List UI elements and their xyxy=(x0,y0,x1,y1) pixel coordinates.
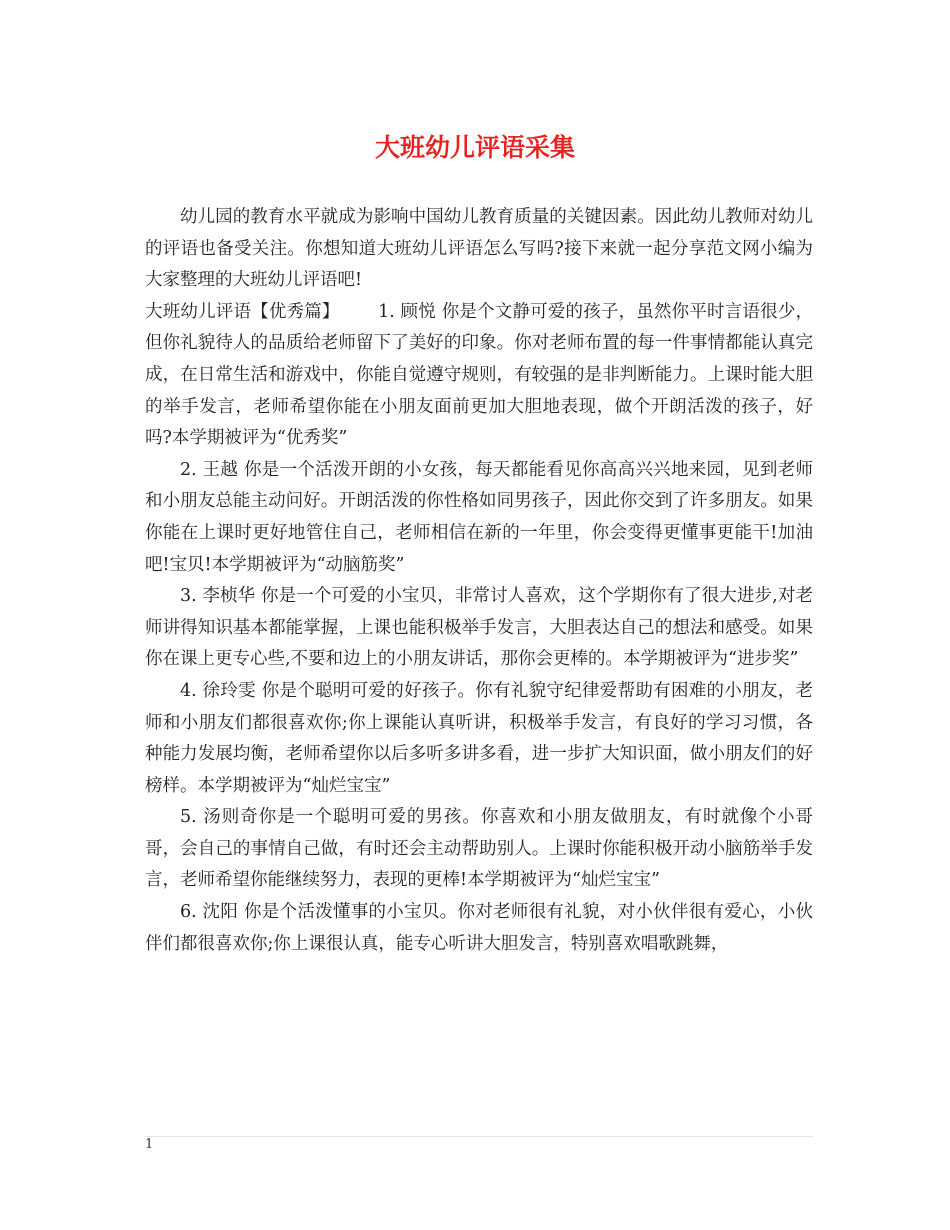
document-body xyxy=(145,202,813,960)
section-paragraph xyxy=(145,297,813,455)
document-title: 大班幼儿评语采集 xyxy=(374,133,575,162)
comment-item-3: 3. 李桢华 你是一个可爱的小宝贝，非常讨人喜欢，这个学期你有了很大进步,对老师讲得知识基本都能掌握，上课也能积极举手发言，大胆表达自己的想法和感受。如果你在课上更专心些,不要和边上的小朋友讲话，那你会更棒的。本学期被评为“进步奖” xyxy=(145,586,813,670)
section-label: 大班幼儿评语【优秀篇】 xyxy=(145,301,340,322)
comment-item-2: 2. 王越 你是一个活泼开朗的小女孩，每天都能看见你高高兴兴地来园，见到老师和小朋友总能主动问好。开朗活泼的你性格如同男孩子，因此你交到了许多朋友。如果你能在上课时更好地管住自己，老师相信在新的一年里，你会变得更懂事更能干!加油吧!宝贝!本学期被评为“动脑筋奖” xyxy=(145,459,813,575)
intro-paragraph: 幼儿园的教育水平就成为影响中国幼儿教育质量的关键因素。因此幼儿教师对幼儿的评语也备受关注。你想知道大班幼儿评语怎么写吗?接下来就一起分享范文网小编为大家整理的大班幼儿评语吧! xyxy=(145,207,813,291)
comment-item-6: 6. 沈阳 你是个活泼懂事的小宝贝。你对老师很有礼貌，对小伙伴很有爱心，小伙伴们都很喜欢你;你上课很认真，能专心听讲大胆发言，特别喜欢唱歌跳舞， xyxy=(145,902,813,954)
footer-divider xyxy=(145,1136,813,1137)
comment-item-5: 5. 汤则奇你是一个聪明可爱的男孩。你喜欢和小朋友做朋友，有时就像个小哥哥，会自己的事情自己做，有时还会主动帮助别人。上课时你能积极开动小脑筋举手发言，老师希望你能继续努力，表现的更棒!本学期被评为“灿烂宝宝” xyxy=(145,807,813,891)
comment-item-1: 1. 顾悦 你是个文静可爱的孩子，虽然你平时言语很少，但你礼貌待人的品质给老师留下了美好的印象。你对老师布置的每一件事情都能认真完成，在日常生活和游戏中，你能自觉遵守规则，有较强的是非判断能力。上课时能大胆的举手发言，老师希望你能在小朋友面前更加大胆地表现，做个开朗活泼的孩子，好吗?本学期被评为“优秀奖” xyxy=(145,301,814,449)
page-number: 1 xyxy=(145,1137,154,1152)
comment-item-4: 4. 徐玲雯 你是个聪明可爱的好孩子。你有礼貌守纪律爱帮助有困难的小朋友，老师和小朋友们都很喜欢你;你上课能认真听讲，积极举手发言，有良好的学习习惯，各种能力发展均衡，老师希望你以后多听多讲多看，进一步扩大知识面，做小朋友们的好榜样。本学期被评为“灿烂宝宝” xyxy=(145,680,813,796)
